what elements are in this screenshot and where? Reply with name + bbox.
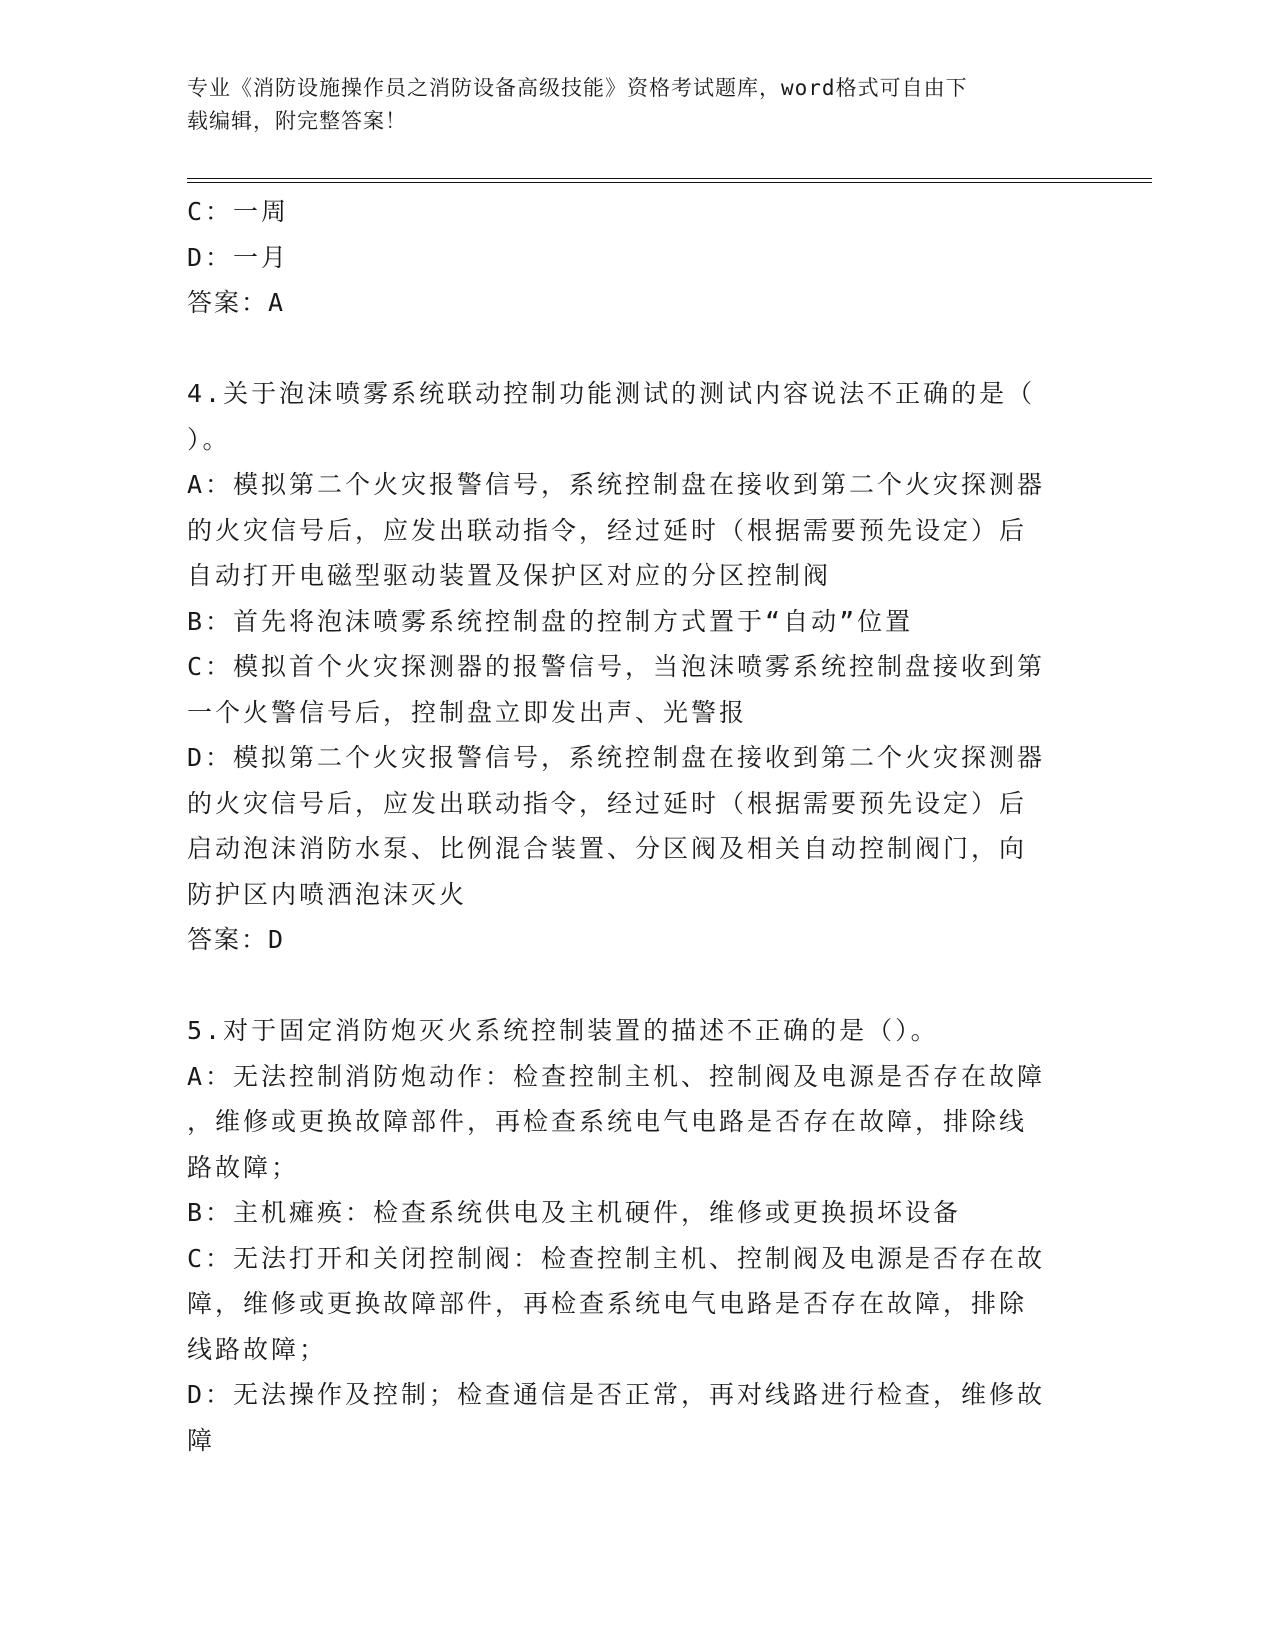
option-a: A：无法控制消防炮动作：检查控制主机、控制阀及电源是否存在故障 — [187, 1061, 1046, 1091]
option-a: 路故障； — [187, 1152, 300, 1182]
option-b: B：主机瘫痪：检查系统供电及主机硬件，维修或更换损坏设备 — [187, 1198, 962, 1227]
option-d: D：一月 — [187, 242, 290, 272]
option-a: 自动打开电磁型驱动装置及保护区对应的分区控制阀 — [187, 561, 832, 590]
option-c: C：模拟首个火灾探测器的报警信号，当泡沫喷雾系统控制盘接收到第 — [187, 652, 1046, 681]
option-a: 的火灾信号后，应发出联动指令，经过延时（根据需要预先设定）后 — [187, 515, 1028, 545]
option-c: C：无法打开和关闭控制阀：检查控制主机、控制阀及电源是否存在故 — [187, 1243, 1046, 1273]
header-line-2: 载编辑，附完整答案！ — [187, 109, 407, 133]
document-body — [187, 189, 1067, 1463]
document-header — [187, 72, 1067, 138]
option-c: 一个火警信号后，控制盘立即发出声、光警报 — [187, 697, 748, 727]
answer-label: 答案：A — [187, 288, 286, 317]
option-a: A：模拟第二个火灾报警信号，系统控制盘在接收到第二个火灾探测器 — [187, 470, 1046, 499]
spacer — [187, 963, 1067, 1009]
option-c: 线路故障； — [187, 1334, 328, 1364]
option-b: B：首先将泡沫喷雾系统控制盘的控制方式置于“自动”位置 — [187, 606, 914, 636]
question-stem: ）。 — [187, 424, 231, 454]
option-a: ，维修或更换故障部件，再检查系统电气电路是否存在故障，排除线 — [187, 1107, 1028, 1136]
option-d: D：无法操作及控制；检查通信是否正常，再对线路进行检查，维修故 — [187, 1380, 1046, 1409]
option-d: 的火灾信号后，应发出联动指令，经过延时（根据需要预先设定）后 — [187, 788, 1028, 818]
spacer — [187, 326, 1067, 372]
header-divider-top — [187, 178, 1152, 179]
question-3-tail — [187, 189, 1067, 326]
option-d: 防护区内喷洒泡沫灭火 — [187, 879, 468, 909]
answer-label: 答案：D — [187, 925, 286, 954]
option-d: D：模拟第二个火灾报警信号，系统控制盘在接收到第二个火灾探测器 — [187, 743, 1046, 772]
header-line-1: 专业《消防设施操作员之消防设备高级技能》资格考试题库，word格式可自由下 — [187, 76, 968, 100]
question-5 — [187, 1008, 1067, 1463]
option-d: 启动泡沫消防水泵、比例混合装置、分区阀及相关自动控制阀门，向 — [187, 834, 1028, 863]
option-c: 障，维修或更换故障部件，再检查系统电气电路是否存在故障，排除 — [187, 1289, 1028, 1318]
question-stem: 5.对于固定消防炮灭火系统控制装置的描述不正确的是（）。 — [187, 1016, 939, 1045]
option-c: C：一周 — [187, 197, 290, 226]
option-d: 障 — [187, 1425, 216, 1455]
question-stem: 4.关于泡沫喷雾系统联动控制功能测试的测试内容说法不正确的是（ — [187, 379, 1036, 408]
question-4 — [187, 371, 1067, 963]
header-divider-bottom — [187, 182, 1152, 183]
